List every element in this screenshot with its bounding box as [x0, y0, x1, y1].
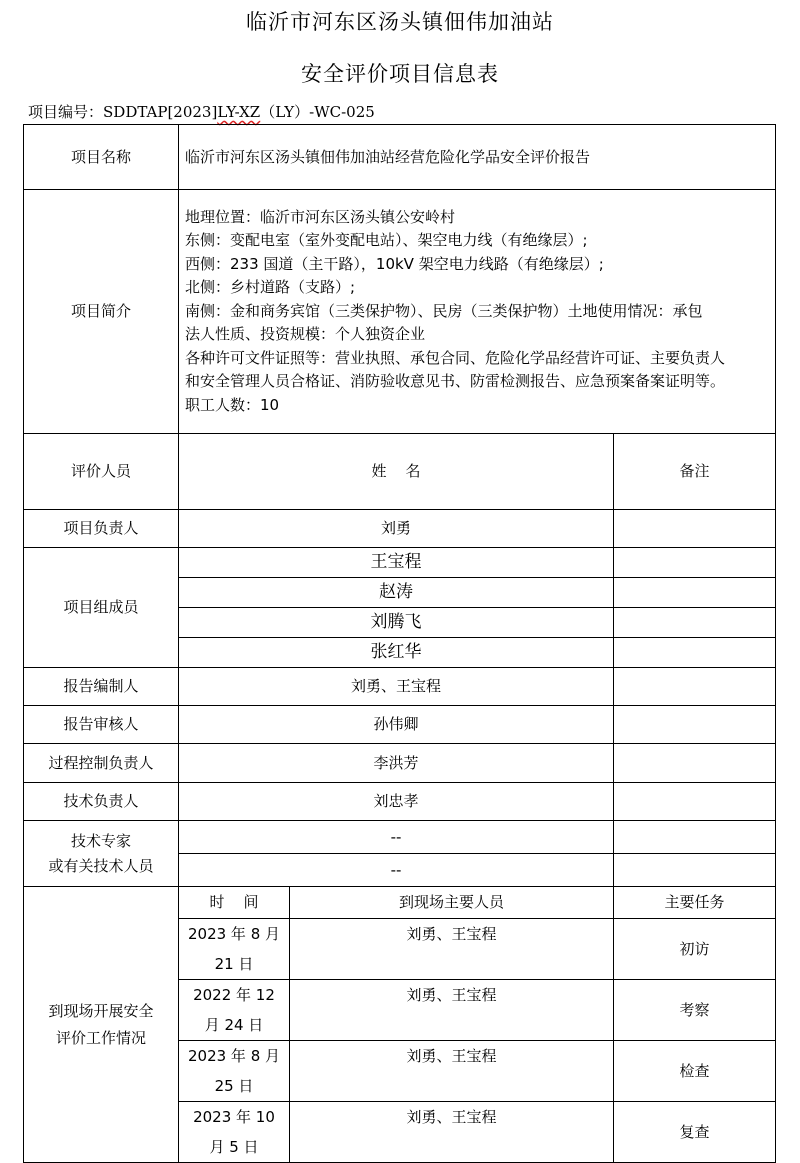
project-intro-content [179, 190, 776, 434]
personnel-name-header: 姓 名 [179, 434, 614, 510]
experts-role-line2: 或有关技术人员 [48, 856, 154, 875]
intro-line: 职工人数：10 [185, 395, 280, 414]
intro-line: 地理位置：临沂市河东区汤头镇公安岭村 [185, 207, 456, 226]
intro-line: 法人性质、投资规模：个人独资企业 [185, 325, 426, 344]
intro-line: 和安全管理人员合格证、消防验收意见书、防雷检测报告、应急预案备案证明等。 [185, 372, 726, 391]
member-name: 赵涛 [179, 578, 614, 608]
project-name-label: 项目名称 [24, 125, 179, 190]
member-name: 王宝程 [179, 548, 614, 578]
members-role: 项目组成员 [24, 548, 179, 668]
leader-row [24, 510, 776, 548]
onsite-task: 复查 [614, 1102, 776, 1163]
onsite-date [179, 980, 290, 1041]
onsite-time-header: 时 间 [179, 887, 290, 919]
process-row [24, 744, 776, 783]
onsite-date [179, 1041, 290, 1102]
experts-role [24, 821, 179, 887]
onsite-date-line1: 2023 年 8 月 [187, 1047, 281, 1065]
onsite-date-line1: 2023 年 8 月 [187, 925, 281, 943]
compiler-name: 刘勇、王宝程 [179, 668, 614, 706]
member-remark [614, 548, 776, 578]
process-name: 李洪芳 [179, 744, 614, 783]
onsite-date-line2: 21 日 [214, 955, 254, 973]
onsite-task-header: 主要任务 [614, 887, 776, 919]
onsite-task: 考察 [614, 980, 776, 1041]
expert-remark [614, 854, 776, 887]
tech-role: 技术负责人 [24, 783, 179, 821]
member-name: 张红华 [179, 638, 614, 668]
expert-value: -- [179, 854, 614, 887]
personnel-remark-header: 备注 [614, 434, 776, 510]
project-name-row [24, 125, 776, 190]
leader-remark [614, 510, 776, 548]
intro-line: 南侧：金和商务宾馆（三类保护物）、民房（三类保护物）土地使用情况：承包 [185, 301, 703, 320]
project-name-value: 临沂市河东区汤头镇佃伟加油站经营危险化学品安全评价报告 [179, 125, 776, 190]
document-title: 临沂市河东区汤头镇佃伟加油站 [246, 10, 554, 34]
onsite-date-line2: 月 24 日 [204, 1016, 264, 1034]
onsite-people: 刘勇、王宝程 [290, 919, 614, 980]
leader-name: 刘勇 [179, 510, 614, 548]
project-code-marked: LY-XZ [217, 103, 261, 121]
intro-line: 各种许可文件证照等：营业执照、承包合同、危险化学品经营许可证、主要负责人 [185, 348, 726, 367]
document-subtitle: 安全评价项目信息表 [301, 62, 499, 86]
onsite-date-line2: 25 日 [214, 1077, 254, 1095]
expert-remark [614, 821, 776, 854]
onsite-people: 刘勇、王宝程 [290, 1041, 614, 1102]
member-remark [614, 638, 776, 668]
expert-row [24, 821, 776, 854]
onsite-label [24, 887, 179, 1163]
onsite-date-line1: 2023 年 10 [193, 1108, 275, 1126]
project-intro-label: 项目简介 [24, 190, 179, 434]
tech-remark [614, 783, 776, 821]
onsite-header-row [24, 887, 776, 919]
onsite-people: 刘勇、王宝程 [290, 1102, 614, 1163]
project-number-label: 项目编号： [28, 103, 104, 121]
reviewer-role: 报告审核人 [24, 706, 179, 744]
process-role: 过程控制负责人 [24, 744, 179, 783]
project-code-suffix: （LY）-WC-025 [260, 103, 375, 121]
project-intro-row [24, 190, 776, 434]
member-row [24, 548, 776, 578]
onsite-task: 初访 [614, 919, 776, 980]
onsite-date-line2: 月 5 日 [209, 1138, 259, 1156]
compiler-remark [614, 668, 776, 706]
onsite-label-line1: 到现场开展安全 [48, 1001, 154, 1020]
compiler-role: 报告编制人 [24, 668, 179, 706]
process-remark [614, 744, 776, 783]
project-number [28, 101, 375, 122]
intro-line: 西侧：233 国道（主干路），10kV 架空电力线路（有绝缘层）; [185, 254, 604, 273]
onsite-date [179, 919, 290, 980]
expert-value: -- [179, 821, 614, 854]
experts-role-line1: 技术专家 [70, 831, 131, 850]
tech-row [24, 783, 776, 821]
onsite-date [179, 1102, 290, 1163]
intro-line: 北侧：乡村道路（支路）; [185, 278, 356, 297]
project-code-prefix: SDDTAP[2023] [103, 103, 218, 121]
member-name: 刘腾飞 [179, 608, 614, 638]
member-remark [614, 578, 776, 608]
member-remark [614, 608, 776, 638]
onsite-task: 检查 [614, 1041, 776, 1102]
reviewer-row [24, 706, 776, 744]
onsite-people-header: 到现场主要人员 [290, 887, 614, 919]
personnel-header-row [24, 434, 776, 510]
tech-name: 刘忠孝 [179, 783, 614, 821]
onsite-date-line1: 2022 年 12 [193, 986, 275, 1004]
onsite-people: 刘勇、王宝程 [290, 980, 614, 1041]
reviewer-remark [614, 706, 776, 744]
compiler-row [24, 668, 776, 706]
project-number-code [103, 103, 375, 121]
reviewer-name: 孙伟卿 [179, 706, 614, 744]
onsite-label-line2: 评价工作情况 [55, 1028, 146, 1047]
personnel-role-header: 评价人员 [24, 434, 179, 510]
leader-role: 项目负责人 [24, 510, 179, 548]
intro-line: 东侧：变配电室（室外变配电站）、架空电力线（有绝缘层）; [185, 231, 588, 250]
project-info-table [23, 124, 776, 1163]
